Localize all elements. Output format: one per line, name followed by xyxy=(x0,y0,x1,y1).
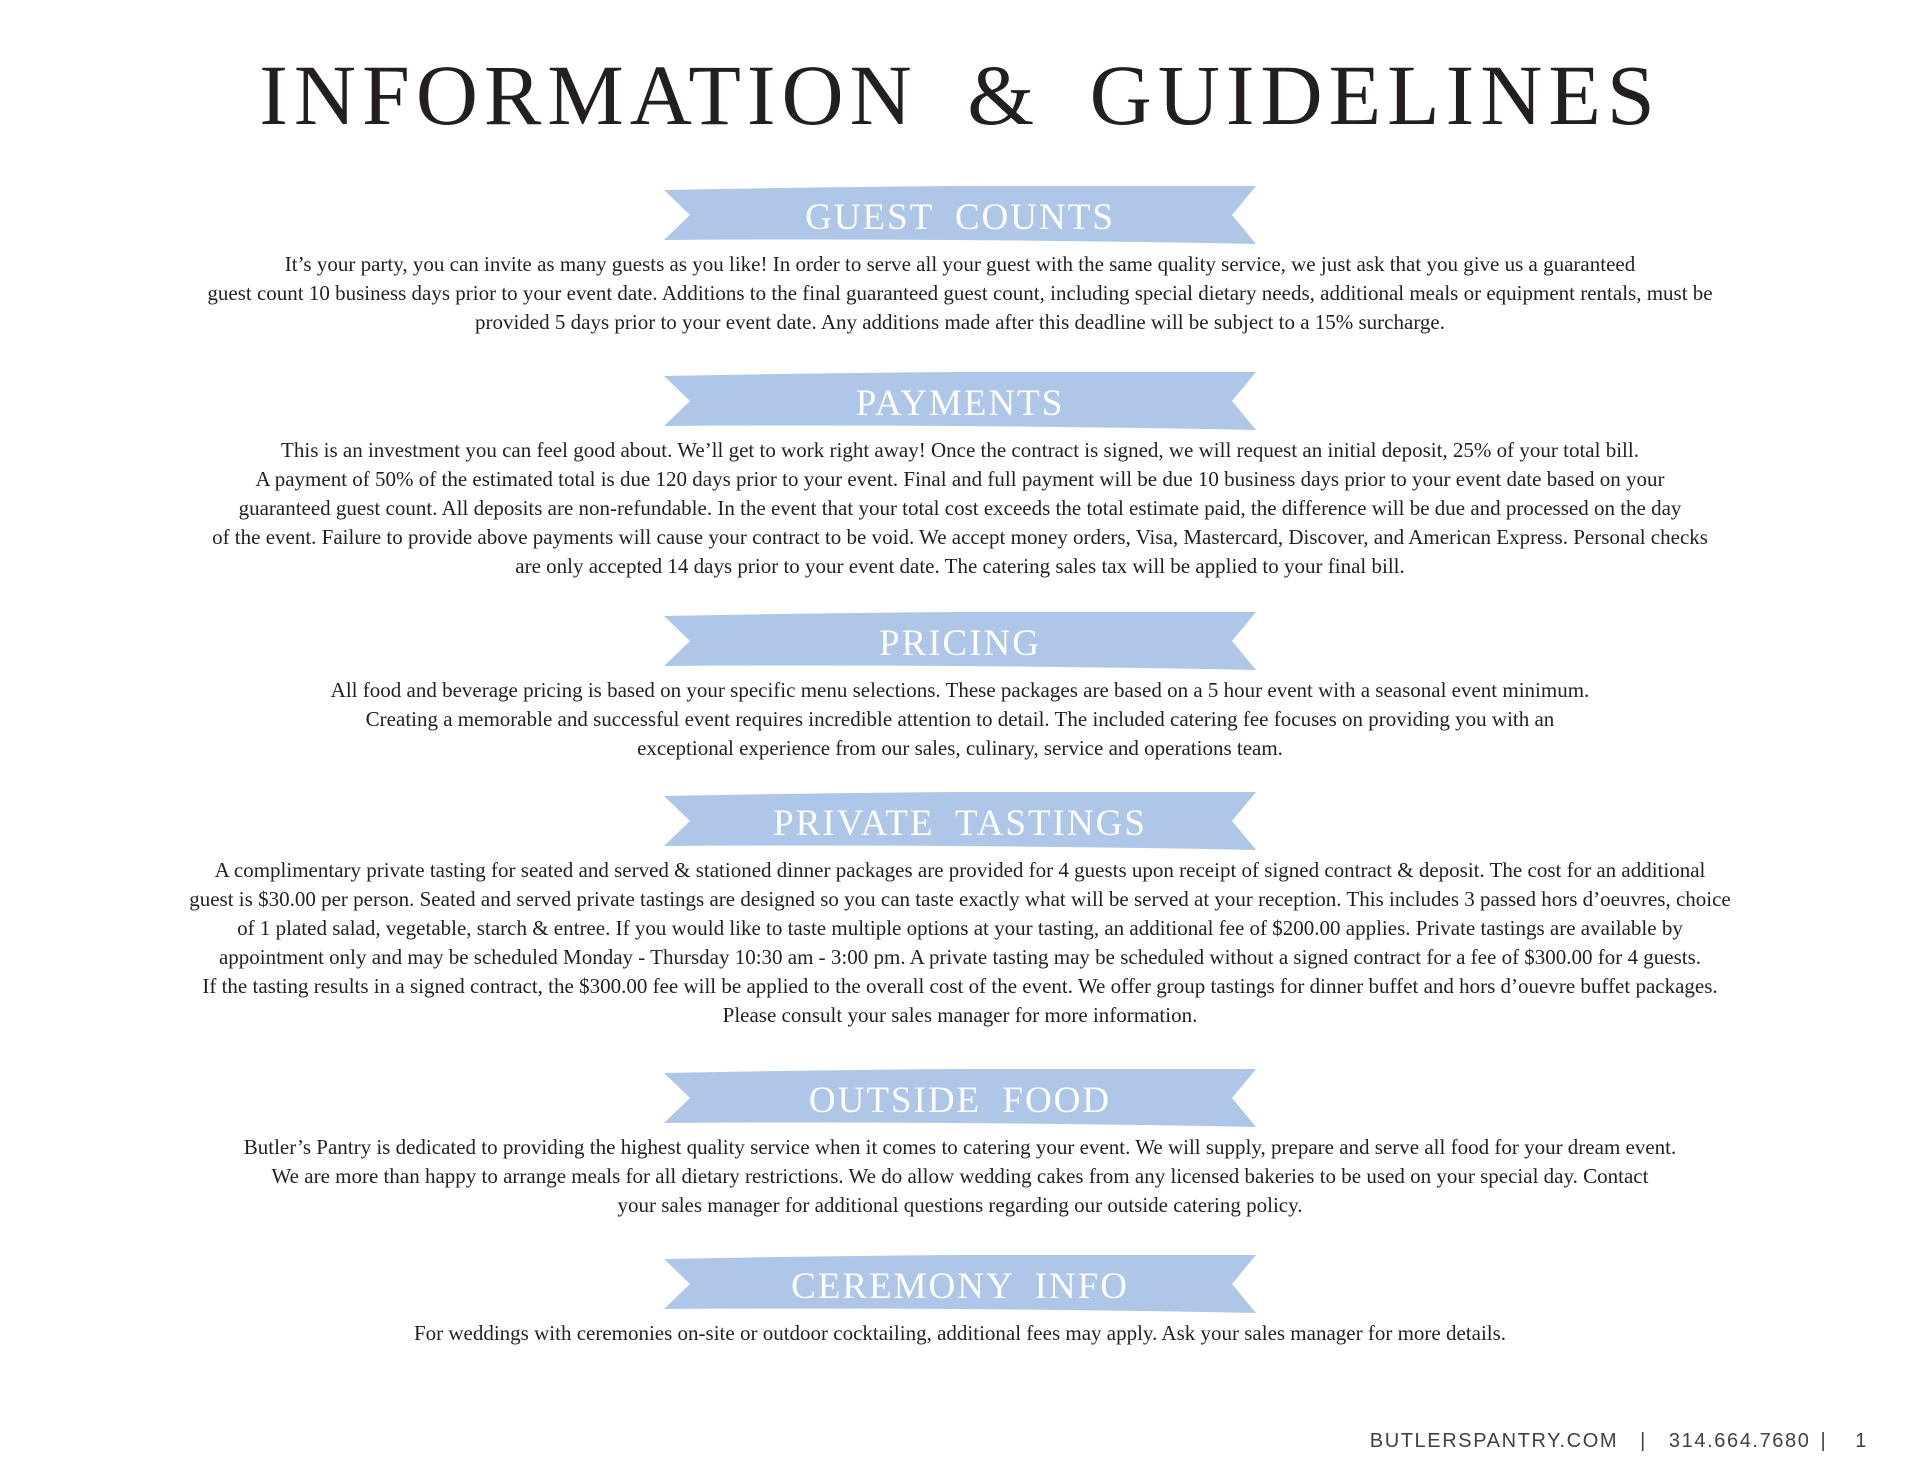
section-heading: PRIVATE TASTINGS xyxy=(773,802,1147,844)
section-pricing xyxy=(0,612,1920,763)
body-line: guest is $30.00 per person. Seated and served private tastings are designed so you can taste exactly what will be served at your reception. This includes 3 passed hors d’oeuvres, choice xyxy=(189,887,1731,911)
section-heading: GUEST COUNTS xyxy=(805,196,1115,238)
body-line: appointment only and may be scheduled Monday - Thursday 10:30 am - 3:00 pm. A private tasting may be scheduled without a signed contract for a fee of $300.00 for 4 guests. xyxy=(218,945,1702,969)
body-line: guaranteed guest count. All deposits are non-refundable. In the event that your total cost exceeds the total estimate paid, the difference will be due and processed on the day xyxy=(238,496,1682,520)
footer-phone: 314.664.7680 xyxy=(1668,1430,1811,1452)
body-line: A complimentary private tasting for seated and served & stationed dinner packages are provided for 4 guests upon receipt of signed contract & deposit. The cost for an additional xyxy=(214,858,1706,882)
section-body xyxy=(40,676,1880,763)
footer-page-number: 1 xyxy=(1855,1430,1868,1452)
section-body xyxy=(40,856,1880,1030)
section-body xyxy=(40,436,1880,581)
body-line: provided 5 days prior to your event date. Any additions made after this deadline will be subject to a 15% surcharge. xyxy=(474,310,1446,334)
body-line: your sales manager for additional questions regarding our outside catering policy. xyxy=(617,1193,1303,1217)
section-body xyxy=(40,1319,1880,1348)
section-banner xyxy=(664,612,1256,670)
section-private-tastings xyxy=(0,792,1920,1030)
body-line: It’s your party, you can invite as many guests as you like! In order to serve all your guest with the same quality service, we just ask that you give us a guaranteed xyxy=(284,252,1636,276)
section-outside-food xyxy=(0,1069,1920,1220)
body-line: guest count 10 business days prior to your event date. Additions to the final guaranteed guest count, including special dietary needs, additional meals or equipment rentals, must be xyxy=(207,281,1713,305)
body-line: are only accepted 14 days prior to your event date. The catering sales tax will be applied to your final bill. xyxy=(515,554,1405,578)
section-banner xyxy=(664,792,1256,850)
section-payments xyxy=(0,372,1920,581)
section-banner xyxy=(664,186,1256,244)
body-line: exceptional experience from our sales, culinary, service and operations team. xyxy=(637,736,1283,760)
footer-separator: | xyxy=(1640,1430,1647,1452)
body-line: This is an investment you can feel good about. We’ll get to work right away! Once the contract is signed, we will request an initial deposit, 25% of your total bill. xyxy=(281,438,1639,462)
page-title: INFORMATION & GUIDELINES xyxy=(259,47,1661,143)
body-line: A payment of 50% of the estimated total is due 120 days prior to your event. Final and full payment will be due 10 business days prior to your event date based on your xyxy=(255,467,1665,491)
body-line: All food and beverage pricing is based on your specific menu selections. These packages are based on a 5 hour event with a seasonal event minimum. xyxy=(330,678,1590,702)
footer-website: BUTLERSPANTRY.COM xyxy=(1369,1430,1619,1452)
body-line: For weddings with ceremonies on-site or outdoor cocktailing, additional fees may apply. Ask your sales manager for more details. xyxy=(413,1321,1507,1345)
section-banner xyxy=(664,1069,1256,1127)
section-guest-counts xyxy=(0,186,1920,337)
section-banner xyxy=(664,1255,1256,1313)
section-heading: OUTSIDE FOOD xyxy=(808,1079,1112,1121)
body-line: Please consult your sales manager for more information. xyxy=(722,1003,1198,1027)
page-footer xyxy=(1370,1430,1868,1453)
body-line: Butler’s Pantry is dedicated to providing the highest quality service when it comes to catering your event. We will supply, prepare and serve all food for your dream event. xyxy=(243,1135,1677,1159)
section-heading: PRICING xyxy=(878,622,1042,664)
body-line: Creating a memorable and successful event requires incredible attention to detail. The included catering fee focuses on providing you with an xyxy=(365,707,1555,731)
body-line: We are more than happy to arrange meals for all dietary restrictions. We do allow wedding cakes from any licensed bakeries to be used on your special day. Contact xyxy=(271,1164,1649,1188)
body-line: If the tasting results in a signed contract, the $300.00 fee will be applied to the overall cost of the event. We offer group tastings for dinner buffet and hors d’ouevre buffet packages. xyxy=(202,974,1718,998)
section-heading: CEREMONY INFO xyxy=(791,1265,1129,1307)
section-body xyxy=(40,250,1880,337)
body-line: of 1 plated salad, vegetable, starch & entree. If you would like to taste multiple options at your tasting, an additional fee of $200.00 applies. Private tastings are available by xyxy=(237,916,1683,940)
section-heading: PAYMENTS xyxy=(855,382,1065,424)
section-body xyxy=(40,1133,1880,1220)
footer-separator: | xyxy=(1820,1430,1828,1452)
section-banner xyxy=(664,372,1256,430)
body-line: of the event. Failure to provide above payments will cause your contract to be void. We accept money orders, Visa, Mastercard, Discover, and American Express. Personal checks xyxy=(212,525,1708,549)
section-ceremony-info xyxy=(0,1255,1920,1348)
